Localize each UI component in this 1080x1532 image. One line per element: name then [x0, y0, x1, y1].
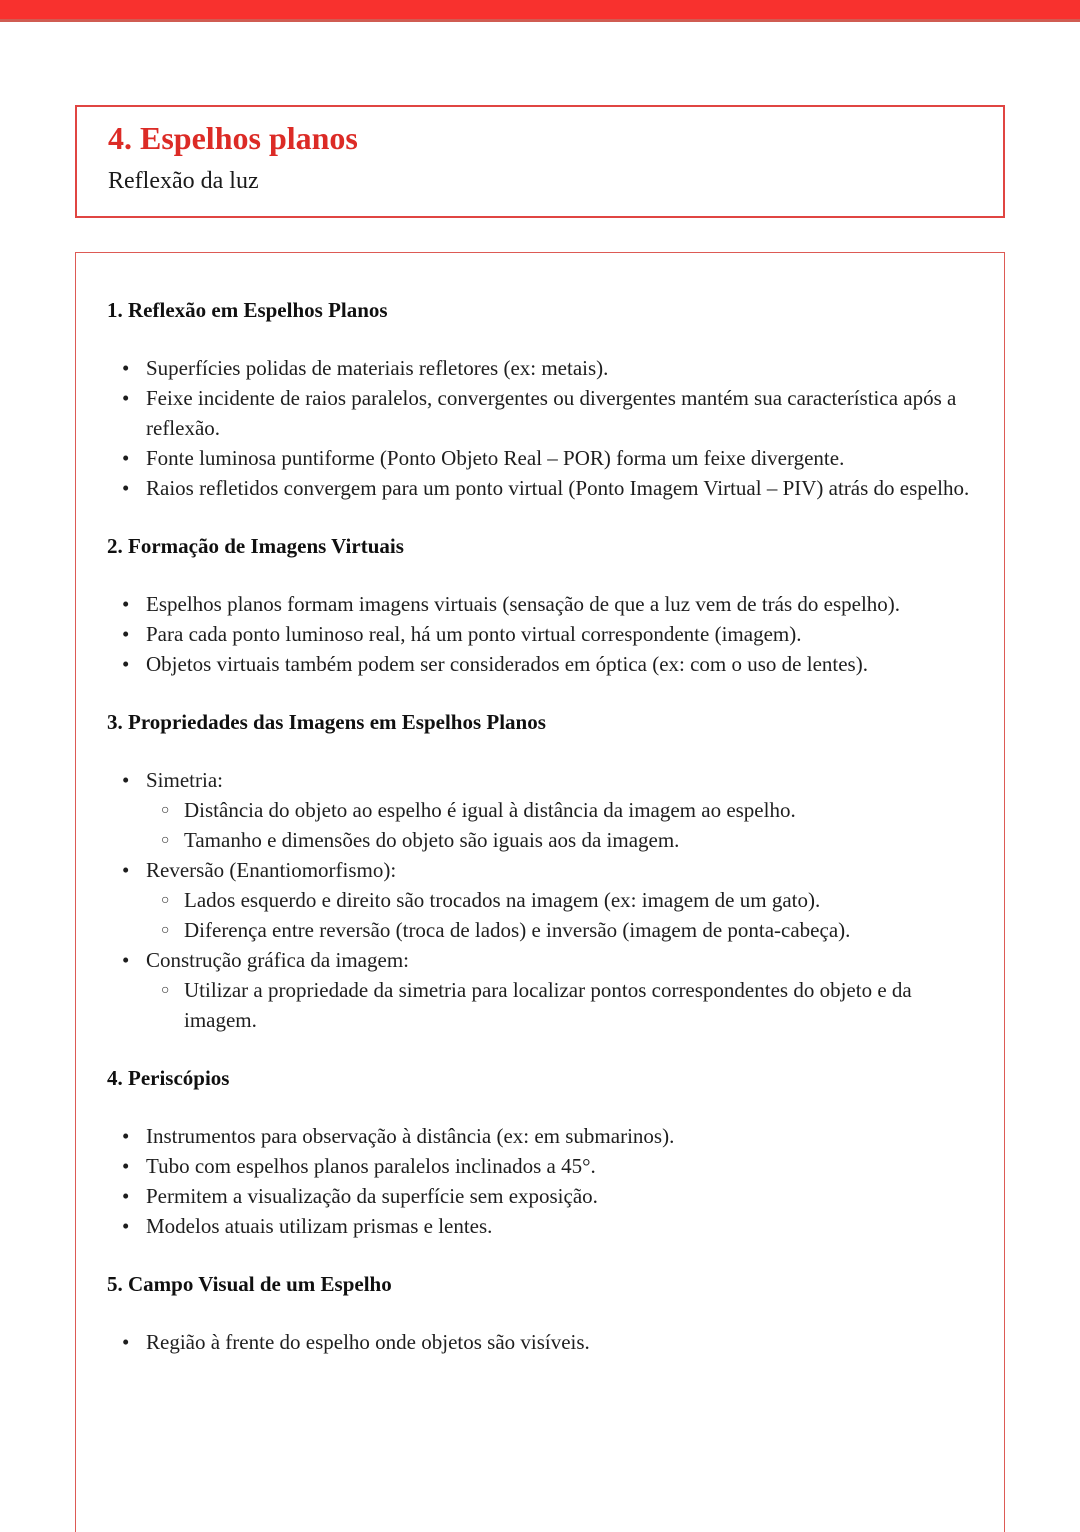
list-item-text: Região à frente do espelho onde objetos são visíveis. — [146, 1330, 590, 1354]
bullet-list-1 — [107, 353, 973, 503]
sub-list-item — [184, 795, 973, 825]
list-item-text: Construção gráfica da imagem: — [146, 948, 409, 972]
sub-list-item — [184, 885, 973, 915]
list-item — [146, 1121, 973, 1151]
list-item-text: Tubo com espelhos planos paralelos inclinados a 45°. — [146, 1154, 596, 1178]
list-item — [146, 383, 973, 443]
sub-list-item — [184, 975, 973, 1035]
list-item-text: Modelos atuais utilizam prismas e lentes. — [146, 1214, 493, 1238]
sub-list-item — [184, 915, 973, 945]
list-item-text: Superfícies polidas de materiais refletores (ex: metais). — [146, 356, 609, 380]
list-item — [146, 1181, 973, 1211]
section-heading-2: 2. Formação de Imagens Virtuais — [107, 534, 404, 558]
sub-list-item-text: Diferença entre reversão (troca de lados) e inversão (imagem de ponta-cabeça). — [184, 918, 851, 942]
title-box — [75, 105, 1005, 218]
list-item — [146, 855, 973, 945]
list-item-text: Espelhos planos formam imagens virtuais (sensação de que a luz vem de trás do espelho). — [146, 592, 901, 616]
section-heading-5: 5. Campo Visual de um Espelho — [107, 1272, 392, 1296]
sub-list-item-text: Distância do objeto ao espelho é igual à distância da imagem ao espelho. — [184, 798, 796, 822]
list-item-text: Para cada ponto luminoso real, há um ponto virtual correspondente (imagem). — [146, 622, 802, 646]
list-item — [146, 443, 973, 473]
list-item — [146, 765, 973, 855]
page-title: 4. Espelhos planos — [108, 120, 358, 156]
sub-bullet-list — [146, 975, 973, 1035]
page-subtitle: Reflexão da luz — [108, 168, 259, 194]
list-item — [146, 473, 973, 503]
list-item-text: Raios refletidos convergem para um ponto virtual (Ponto Imagem Virtual – PIV) atrás do espelho. — [146, 476, 970, 500]
bullet-list-2 — [107, 589, 973, 679]
section-heading-3: 3. Propriedades das Imagens em Espelhos Planos — [107, 710, 546, 734]
list-item — [146, 649, 973, 679]
bullet-list-5 — [107, 1327, 973, 1357]
list-item-text: Instrumentos para observação à distância (ex: em submarinos). — [146, 1124, 675, 1148]
content-box — [75, 252, 1005, 1532]
bullet-list-4 — [107, 1121, 973, 1241]
list-item-text: Objetos virtuais também podem ser considerados em óptica (ex: com o uso de lentes). — [146, 652, 868, 676]
sub-list-item-text: Utilizar a propriedade da simetria para localizar pontos correspondentes do objeto e da imagem. — [184, 978, 912, 1032]
list-item — [146, 619, 973, 649]
bullet-list-3 — [107, 765, 973, 1035]
top-accent-bar — [0, 0, 1080, 22]
list-item-text: Permitem a visualização da superfície sem exposição. — [146, 1184, 598, 1208]
section-heading-4: 4. Periscópios — [107, 1066, 230, 1090]
list-item — [146, 353, 973, 383]
list-item — [146, 945, 973, 1035]
section-heading-1: 1. Reflexão em Espelhos Planos — [107, 298, 388, 322]
list-item — [146, 589, 973, 619]
list-item — [146, 1211, 973, 1241]
list-item — [146, 1151, 973, 1181]
list-item-text: Feixe incidente de raios paralelos, convergentes ou divergentes mantém sua característica após a reflexão. — [146, 386, 957, 440]
list-item — [146, 1327, 973, 1357]
list-item-text: Fonte luminosa puntiforme (Ponto Objeto Real – POR) forma um feixe divergente. — [146, 446, 845, 470]
list-item-text: Reversão (Enantiomorfismo): — [146, 858, 397, 882]
sub-list-item — [184, 825, 973, 855]
sub-bullet-list — [146, 795, 973, 855]
sub-bullet-list — [146, 885, 973, 945]
sub-list-item-text: Tamanho e dimensões do objeto são iguais aos da imagem. — [184, 828, 680, 852]
list-item-text: Simetria: — [146, 768, 223, 792]
sub-list-item-text: Lados esquerdo e direito são trocados na imagem (ex: imagem de um gato). — [184, 888, 821, 912]
